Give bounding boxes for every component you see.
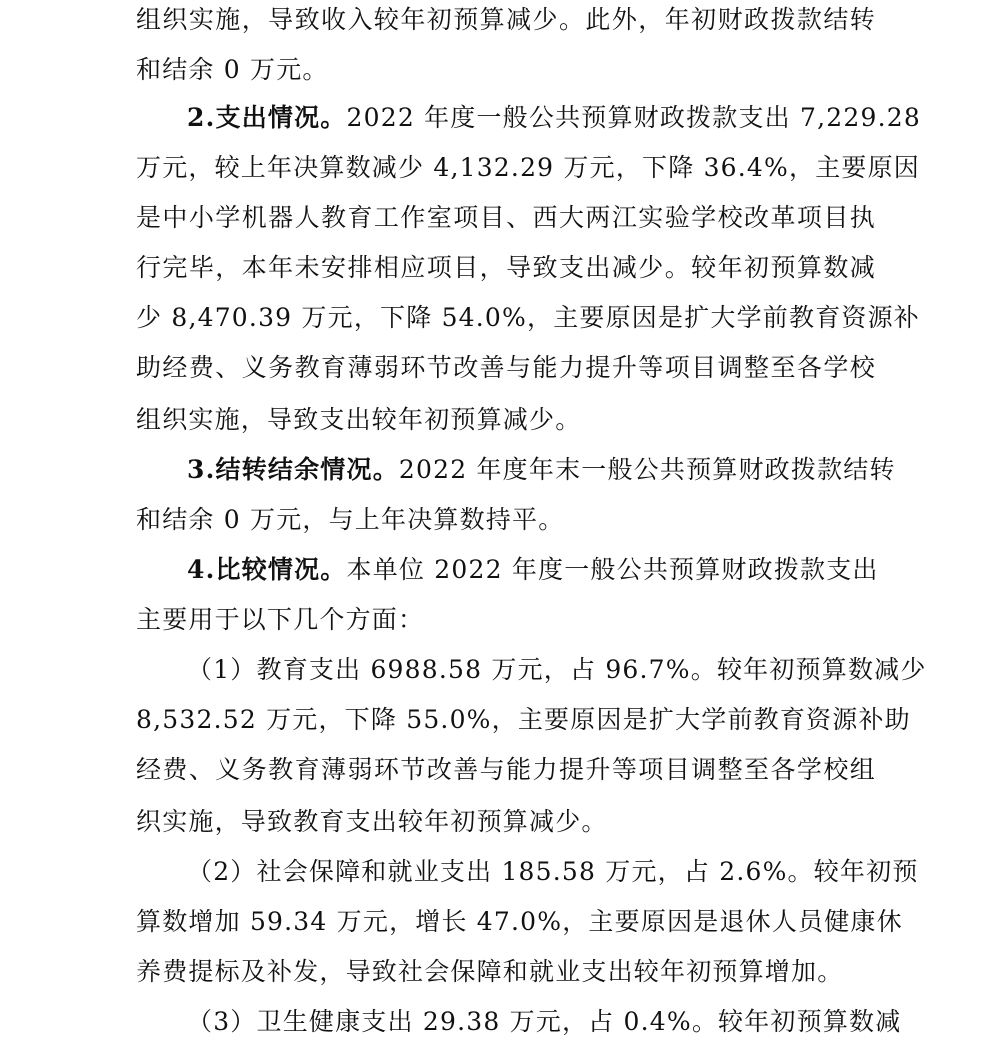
text-line-2 [136, 50, 876, 90]
section-heading-comparison: 4.比较情况。 [187, 555, 347, 584]
text-line-16 [136, 750, 876, 790]
text-line-5 [136, 198, 876, 238]
line-text: 算数增加 59.34 万元，增长 47.0%，主要原因是退休人员健康休 [136, 907, 903, 936]
line-text: （3）卫生健康支出 29.38 万元，占 0.4%。较年初预算数减 [187, 1007, 902, 1036]
line-text: 少 8,470.39 万元，下降 54.0%，主要原因是扩大学前教育资源补 [136, 303, 920, 332]
paragraph-expenditure-heading-line [136, 98, 921, 138]
line-text: 组织实施，导致支出较年初预算减少。 [136, 405, 582, 434]
line-text: （1）教育支出 6988.58 万元，占 96.7%。较年初预算数减少 [187, 655, 927, 684]
line-text: 万元，较上年决算数减少 4,132.29 万元，下降 36.4%，主要原因 [136, 153, 920, 182]
text-line-13 [136, 600, 876, 640]
line-text: （2）社会保障和就业支出 185.58 万元，占 2.6%。较年初预 [187, 857, 919, 886]
text-line-20 [136, 952, 876, 992]
text-line-8 [136, 348, 876, 388]
line-text: 和结余 0 万元。 [136, 55, 329, 84]
text-line-19 [136, 902, 903, 942]
text-line-11 [136, 500, 876, 540]
paragraph-comparison-heading-line [136, 550, 879, 590]
line-text: 是中小学机器人教育工作室项目、西大两江实验学校改革项目执 [136, 203, 876, 232]
line-text: 组织实施，导致收入较年初预算减少。此外，年初财政拨款结转 [136, 5, 876, 34]
line-text: 主要用于以下几个方面： [136, 605, 425, 634]
section-heading-carryover: 3.结转结余情况。 [187, 455, 399, 484]
line-text: 助经费、义务教育薄弱环节改善与能力提升等项目调整至各学校 [136, 353, 876, 382]
text-line-4 [136, 148, 920, 188]
line-text: 本单位 2022 年度一般公共预算财政拨款支出 [346, 555, 879, 584]
section-heading-expenditure: 2.支出情况。 [187, 103, 347, 132]
text-line-7 [136, 298, 920, 338]
text-line-17 [136, 802, 876, 842]
list-item-education [136, 650, 927, 690]
line-text: 织实施，导致教育支出较年初预算减少。 [136, 807, 608, 836]
line-text: 经费、义务教育薄弱环节改善与能力提升等项目调整至各学校组 [136, 755, 876, 784]
list-item-health [136, 1002, 902, 1042]
line-text: 养费提标及补发，导致社会保障和就业支出较年初预算增加。 [136, 957, 844, 986]
line-text: 2022 年度年末一般公共预算财政拨款结转 [398, 455, 896, 484]
text-line-1 [136, 0, 876, 40]
line-text: 8,532.52 万元，下降 55.0%，主要原因是扩大学前教育资源补助 [136, 705, 911, 734]
line-text: 2022 年度一般公共预算财政拨款支出 7,229.28 [346, 103, 921, 132]
text-line-15 [136, 700, 911, 740]
line-text: 和结余 0 万元，与上年决算数持平。 [136, 505, 565, 534]
list-item-social-security [136, 852, 919, 892]
text-line-9 [136, 400, 876, 440]
line-text: 行完毕，本年未安排相应项目，导致支出减少。较年初预算数减 [136, 253, 876, 282]
text-line-6 [136, 248, 876, 288]
paragraph-carryover-heading-line [136, 450, 896, 490]
